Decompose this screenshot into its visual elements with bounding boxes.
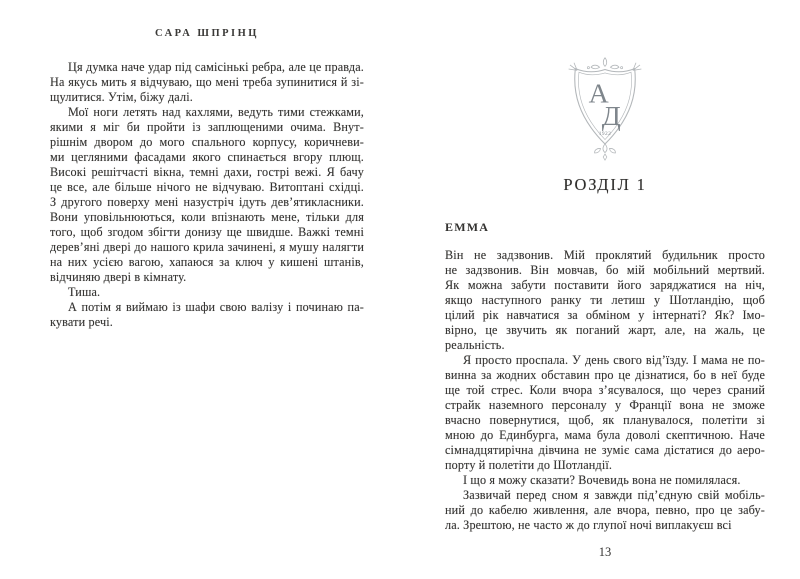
text-line: кувати речі. <box>50 315 113 329</box>
text-line: це все, але більше нічого не відчуваю. Витоптані східці. <box>50 180 364 194</box>
paragraph <box>50 300 364 330</box>
text-line: ла. Зрештою, не часто ж до глупої ночі виплакуєш всі <box>445 518 732 532</box>
text-line: На якусь мить я відчуваю, що мені треба зупинитися й зі- <box>50 75 364 89</box>
paragraph <box>50 60 364 105</box>
text-line: вірно, це звучить як поганий жарт, але, на жаль, це <box>445 323 765 337</box>
text-line: сімнадцятирічна дівчина не зуміє сама дістатися до аеро- <box>445 443 765 457</box>
pov-name-heading: ЕММА <box>445 220 490 234</box>
school-crest-icon <box>560 56 650 162</box>
text-line: Тиша. <box>68 285 101 299</box>
text-line: того, щоб згодом збігти донизу ще швидше. Важкі темні <box>50 225 364 239</box>
left-page-body <box>50 60 364 330</box>
text-line: винна за жодних обставин про це дізнатися, бо в неї буде <box>445 368 765 382</box>
text-line: рішнім двором до мого спального корпусу, коричневи- <box>50 135 364 149</box>
running-header-author: САРА ШПРІНЦ <box>155 28 259 39</box>
paragraph <box>50 105 364 285</box>
page-left <box>50 0 364 579</box>
paragraph <box>445 488 765 533</box>
crest-svg <box>560 56 650 162</box>
text-line: А потім я виймаю із шафи свою валізу і починаю па- <box>68 300 364 314</box>
text-line: щулитися. Утім, біжу далі. <box>50 90 193 104</box>
text-line: відчиняю двері в кімнату. <box>50 270 187 284</box>
text-line: Мої ноги летять над кахлями, ведуть тими стежками, <box>68 105 364 119</box>
text-line: Він не задзвонив. Мій проклятий будильник просто <box>445 248 765 262</box>
page-number: 13 <box>598 545 612 559</box>
right-page-body <box>445 248 765 533</box>
text-line: дерев’яні двері до нашого крила зачинені, я мушу налягти <box>50 240 364 254</box>
text-line: страйк наземного персоналу у Франції вона не зможе <box>445 398 765 412</box>
text-line: З другого поверху мені назустріч ідуть дев’ятикласники. <box>50 195 364 209</box>
text-line: ми цегляними фасадами якого спинається вгору плющ. <box>50 150 364 164</box>
text-line: Я просто проспала. У день свого від’їзду. І мама не по- <box>463 353 765 367</box>
page-right <box>445 0 765 579</box>
crest-letter-bottom: Д <box>601 101 621 133</box>
paragraph <box>445 353 765 473</box>
crest-letter-top: А <box>588 78 609 110</box>
text-line: вчасно повернутися, щоб, як планувалося, полетіти зі <box>445 413 765 427</box>
text-line: Як можна забути поставити його заряджатися на ніч, <box>445 278 765 292</box>
paragraph <box>445 473 765 488</box>
text-line: Зазвичай перед сном я завжди під’єдную свій мобіль- <box>463 488 765 502</box>
paragraph <box>50 285 364 300</box>
crest-year: 1922 <box>598 131 612 138</box>
text-line: якщо наступного ранку ти летиш у Шотландію, щоб <box>445 293 765 307</box>
paragraph <box>445 248 765 353</box>
text-line: І що я можу сказати? Вочевидь вона не помилялася. <box>463 473 741 487</box>
text-line: Ця думка наче удар під самісінькі ребра, але це правда. <box>68 60 364 74</box>
text-line: порту й полетіти до Шотландії. <box>445 458 613 472</box>
text-line: Вони уповільнюються, коли впізнають мене, тільки для <box>50 210 364 224</box>
text-line: ний до кабелю живлення, але вчора, певно, про це забу- <box>445 503 765 517</box>
text-line: Високі решітчасті вікна, темні дахи, гострі вежі. Я бачу <box>50 165 364 179</box>
text-line: реальність. <box>445 338 505 352</box>
text-line: на них усією вагою, хапаюся за ключ у кишені штанів, <box>50 255 364 269</box>
text-line: ще той стрес. Коли вчора з’ясувалося, що через сраний <box>445 383 765 397</box>
text-line: якими я міг би пройти із заплющеними очима. Внут- <box>50 120 364 134</box>
text-line: мною до Единбурга, мама була доволі скептичною. Наче <box>445 428 765 442</box>
text-line: не задзвонив. Він мовчав, бо мій мобільний мертвий. <box>445 263 765 277</box>
chapter-title: РОЗДІЛ 1 <box>563 175 647 194</box>
text-line: цілий рік навчатися за обміном у інтернаті? Як? Імо- <box>445 308 765 322</box>
